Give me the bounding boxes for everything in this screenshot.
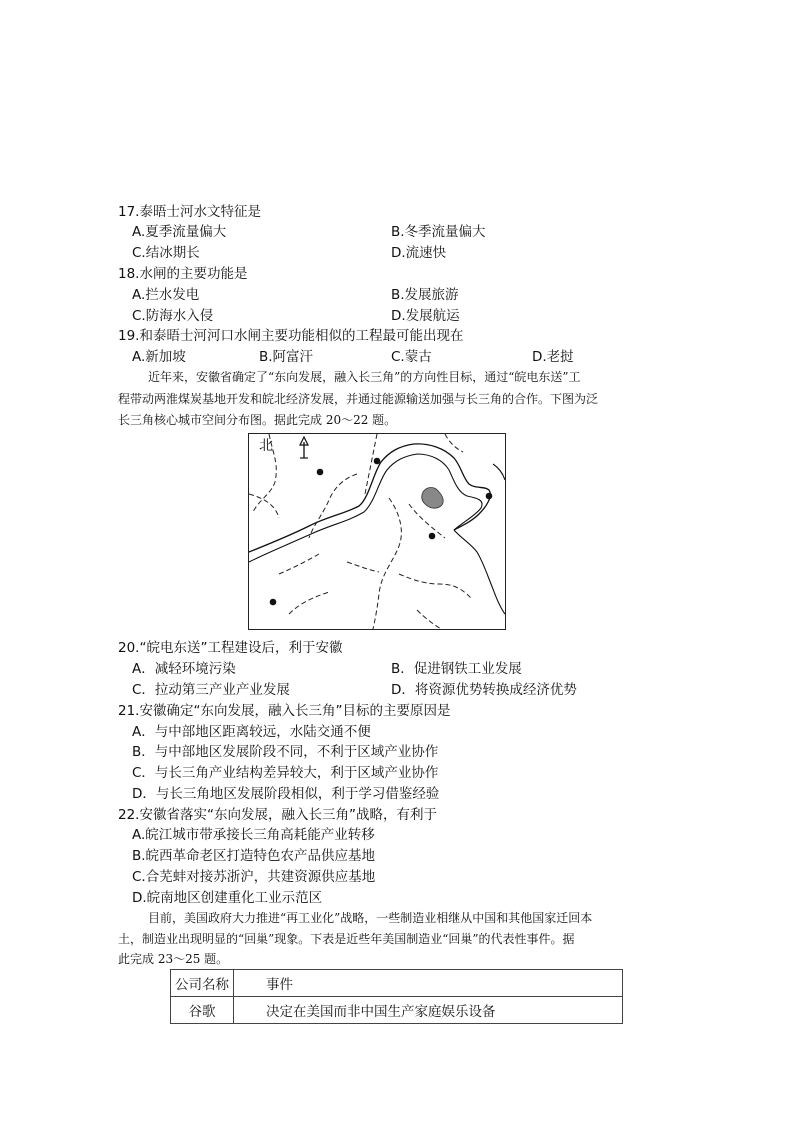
- q19-option-a: A.新加坡: [132, 349, 186, 365]
- yangtze-delta-map: [248, 433, 506, 630]
- north-label: 北: [259, 438, 273, 454]
- q22-option-c: C.合芜蚌对接苏浙沪，共建资源供应基地: [132, 869, 376, 885]
- q22-option-b: B.皖西革命老区打造特色农产品供应基地: [132, 848, 376, 864]
- q17-option-c: C.结冰期长: [132, 245, 200, 261]
- q17-option-d: D.流速快: [391, 245, 447, 261]
- city-dot: [374, 458, 381, 465]
- q19-option-d: D.老挝: [532, 349, 574, 365]
- table-header-company: 公司名称: [171, 970, 234, 997]
- table-cell-event: 决定在美国而非中国生产家庭娱乐设备: [234, 997, 623, 1024]
- q21-option-c: C．与长三角产业结构差异较大，利于区域产业协作: [132, 765, 439, 781]
- q21-stem: 21.安徽确定“东向发展，融入长三角”目标的主要原因是: [118, 703, 451, 719]
- city-dot: [270, 599, 277, 606]
- q19-stem: 19.和泰晤士河河口水闸主要功能相似的工程最可能出现在: [118, 328, 464, 344]
- q22-option-a: A.皖江城市带承接长三角高耗能产业转移: [132, 827, 375, 843]
- q21-option-b: B．与中部地区发展阶段不同，不利于区域产业协作: [132, 744, 439, 760]
- passage1-line2: 程带动两淮煤炭基地开发和皖北经济发展，并通过能源输送加强与长三角的合作。下图为泛: [118, 392, 599, 406]
- city-dot: [317, 469, 324, 476]
- q21-option-a: A．与中部地区距离较远，水陆交通不便: [132, 724, 371, 740]
- q18-option-d: D.发展航运: [391, 308, 460, 324]
- reshoring-events-table: [170, 969, 623, 1024]
- passage1-line1: 近年来，安徽省确定了“东向发展，融入长三角”的方向性目标，通过“皖电东送”工: [148, 370, 581, 384]
- table-header-event: 事件: [234, 970, 623, 997]
- q20-option-d: D．将资源优势转换成经济优势: [391, 682, 577, 698]
- north-arrow-icon: [300, 437, 308, 458]
- q19-option-c: C.蒙古: [391, 349, 432, 365]
- city-dot: [429, 533, 436, 540]
- q17-option-a: A.夏季流量偏大: [132, 224, 227, 240]
- q22-option-d: D.皖南地区创建重化工业示范区: [132, 890, 323, 906]
- q20-option-c: C．拉动第三产业产业发展: [132, 682, 290, 698]
- q18-stem: 18.水闸的主要功能是: [118, 266, 248, 282]
- q18-option-a: A.拦水发电: [132, 287, 200, 303]
- q20-stem: 20.“皖电东送”工程建设后，利于安徽: [118, 640, 343, 656]
- q17-option-b: B.冬季流量偏大: [391, 224, 486, 240]
- q18-option-b: B.发展旅游: [391, 287, 459, 303]
- lake-shape: [422, 488, 443, 509]
- table-header-row: [171, 970, 623, 997]
- passage2-line2: 土，制造业出现明显的“回巢”现象。下表是近些年美国制造业“回巢”的代表性事件。据: [118, 932, 575, 946]
- q20-option-b: B．促进钢铁工业发展: [391, 661, 522, 677]
- river-line: [249, 444, 490, 552]
- passage1-line3: 长三角核心城市空间分布图。据此完成 20～22 题。: [118, 413, 397, 427]
- q21-option-d: D．与长三角地区发展阶段相似，利于学习借鉴经验: [132, 786, 440, 802]
- q20-option-a: A．减轻环境污染: [132, 661, 236, 677]
- q22-stem: 22.安徽省落实“东向发展，融入长三角”战略，有利于: [118, 807, 437, 823]
- q19-option-b: B.阿富汗: [259, 349, 314, 365]
- passage2-line1: 目前，美国政府大力推进“再工业化”战略，一些制造业相继从中国和其他国家迁回本: [148, 911, 593, 925]
- q17-stem: 17.泰晤士河水文特征是: [118, 204, 261, 220]
- city-dot: [486, 493, 493, 500]
- q18-option-c: C.防海水入侵: [132, 308, 214, 324]
- table-row: [171, 997, 623, 1024]
- passage2-line3: 此完成 23～25 题。: [118, 952, 229, 966]
- table-cell-company: 谷歌: [171, 997, 234, 1024]
